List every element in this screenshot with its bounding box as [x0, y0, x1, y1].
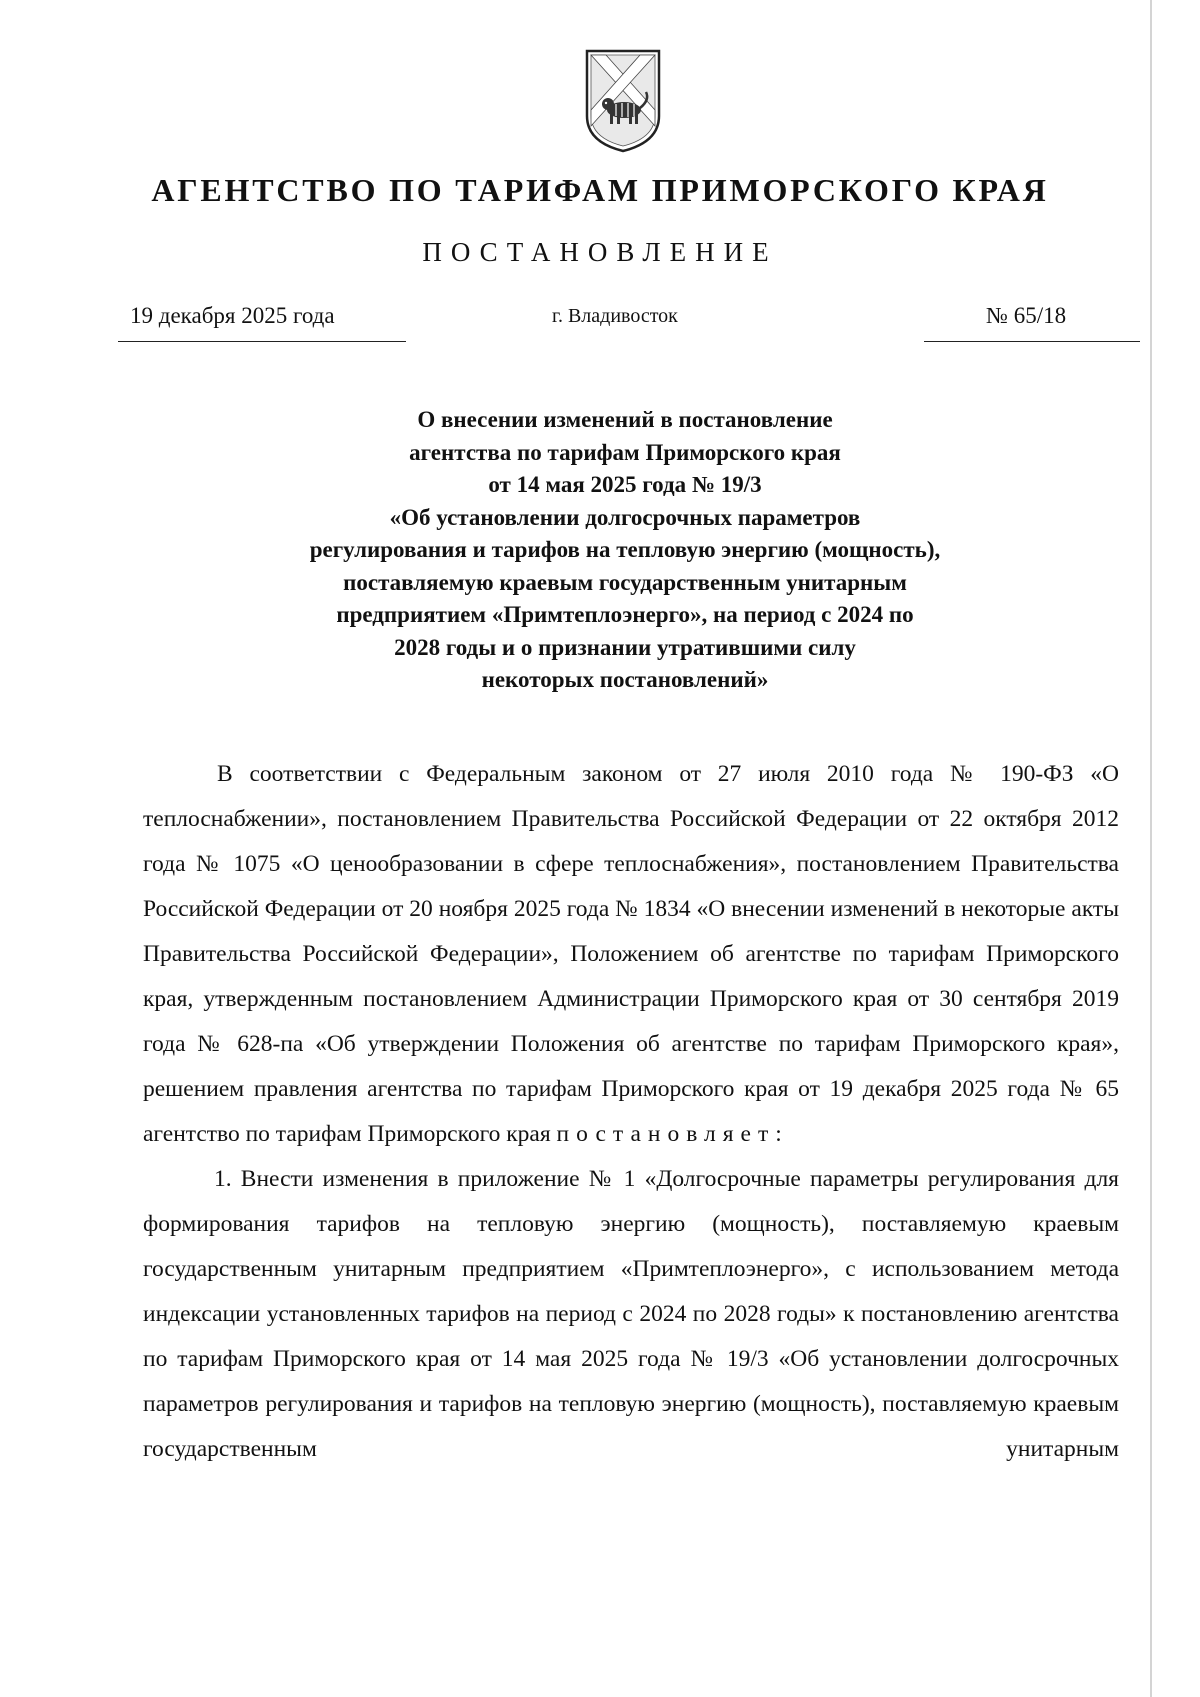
item-1-text: 1. Внести изменения в приложение № 1 «Долгосрочные параметры регулирования для формирования тарифов на тепловую энергию (мощность), поставляемую краевым государственным унитарным предприятием «Примтеплоэнерго», с использованием метода индексации установленных тарифов на период с 2024 по 2028 годы» к постановлению агентства по тарифам Приморского края от 14 мая 2025 года № 19/3 «Об установлении долгосрочных параметров регулирования и тарифов на тепловую энергию (мощность), поставляемую краевым государственным унитарным — [143, 1166, 1119, 1462]
resolves-word: постановляет: — [556, 1121, 789, 1147]
heading-line: от 14 мая 2025 года № 19/3 — [488, 472, 762, 497]
heading-line: 2028 годы и о признании утратившими силу — [394, 634, 856, 660]
heading-line: некоторых постановлений» — [481, 667, 769, 692]
primorsky-krai-coat-of-arms-icon — [584, 48, 662, 154]
document-body — [143, 752, 1119, 1472]
heading-line: О внесении изменений в постановление — [417, 407, 833, 432]
heading-line: предприятием «Примтеплоэнерго», на период с 2024 по — [336, 602, 914, 627]
document-heading — [180, 404, 1070, 697]
preamble-paragraph — [143, 752, 1119, 1157]
document-date: 19 декабря 2025 года — [118, 303, 406, 342]
preamble-text: В соответствии с Федеральным законом от 27 июля 2010 года № 190-ФЗ «О теплоснабжении», постановлением Правительства Российской Федерации от 22 октября 2012 года № 1075 «О ценообразовании в сфере теплоснабжения», постановлением Правительства Российской Федерации от 20 ноября 2025 года № 1834 «О внесении изменений в некоторые акты Правительства Российской Федерации», Положением об агентстве по тарифам Приморского края, утвержденным постановлением Администрации Приморского края от 30 сентября 2019 года № 628-па «Об утверждении Положения об агентстве по тарифам Приморского края», решением правления агентства по тарифам Приморского края от 19 декабря 2025 года № 65 агентство по тарифам Приморского края — [143, 761, 1119, 1147]
heading-line: агентства по тарифам Приморского края — [409, 439, 841, 465]
item-1-paragraph — [143, 1157, 1119, 1472]
agency-title: АГЕНТСТВО ПО ТАРИФАМ ПРИМОРСКОГО КРАЯ — [151, 172, 1049, 208]
heading-line: поставляемую краевым государственным унитарным — [343, 569, 907, 595]
heading-line: регулирования и тарифов на тепловую энергию (мощность), — [309, 537, 941, 562]
document-city: г. Владивосток — [552, 305, 678, 327]
document-number: № 65/18 — [924, 303, 1140, 342]
heading-line: «Об установлении долгосрочных параметров — [389, 504, 861, 530]
document-type: ПОСТАНОВЛЕНИЕ — [422, 237, 778, 267]
